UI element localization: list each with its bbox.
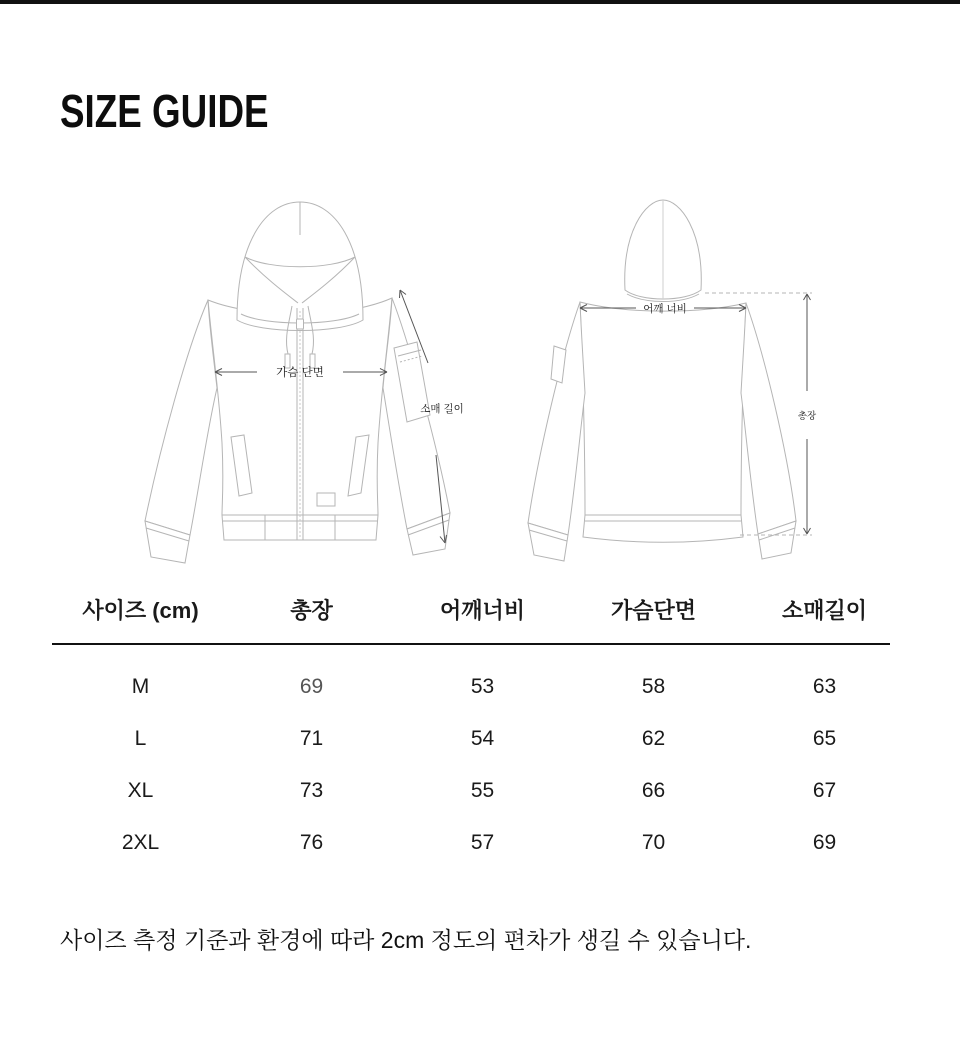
- size-label: L: [134, 727, 147, 750]
- col-header-shoulder: 어깨너비: [439, 598, 525, 623]
- value-cell: 62: [641, 727, 666, 750]
- value-cell: 71: [299, 727, 324, 750]
- table-header-divider: [52, 643, 890, 645]
- size-label: 2XL: [121, 831, 160, 854]
- length-measure-label: 총장: [797, 411, 817, 422]
- table-row-l: [55, 713, 910, 765]
- col-header-chest: 가슴단면: [610, 598, 696, 623]
- jacket-front-illustration: [105, 193, 495, 583]
- value-cell: 55: [470, 779, 495, 802]
- back-torso: [580, 302, 746, 515]
- value-cell: 73: [299, 779, 324, 802]
- value-cell: 54: [470, 727, 495, 750]
- front-hem-label-patch: [317, 493, 335, 506]
- value-cell: 57: [470, 831, 495, 854]
- value-cell: 76: [299, 831, 324, 854]
- back-right-sleeve: [741, 303, 796, 534]
- jacket-back-illustration: [500, 193, 840, 583]
- back-left-sleeve: [528, 302, 585, 535]
- value-cell: 70: [641, 831, 666, 854]
- size-table: [55, 595, 910, 854]
- table-row-xl: [55, 765, 910, 817]
- value-cell: 66: [641, 779, 666, 802]
- table-row-m: [55, 661, 910, 713]
- size-table-body: [55, 661, 910, 869]
- size-tolerance-note: 사이즈 측정 기준과 환경에 따라 2cm 정도의 편차가 생길 수 있습니다.: [60, 927, 752, 953]
- value-cell: 58: [641, 675, 666, 698]
- size-label: M: [131, 675, 150, 698]
- value-cell: 65: [812, 727, 837, 750]
- jacket-back-drawing: [500, 193, 840, 578]
- page-title: SIZE GUIDE: [60, 85, 269, 137]
- col-header-length: 총장: [290, 598, 333, 623]
- col-header-sleeve: 소매길이: [781, 598, 867, 623]
- shoulder-measure-label: 어깨 너비: [643, 303, 687, 315]
- col-header-size: 사이즈 (cm): [82, 598, 199, 623]
- top-border-bar: [0, 0, 960, 4]
- back-hem-band: [583, 515, 743, 542]
- value-cell: 69: [299, 675, 324, 698]
- value-cell: 53: [470, 675, 495, 698]
- table-row-2xl: [55, 817, 910, 869]
- size-table-header-row: [55, 595, 910, 627]
- jacket-front-drawing: [105, 193, 495, 578]
- value-cell: 63: [812, 675, 837, 698]
- size-label: XL: [127, 779, 154, 802]
- front-left-sleeve: [145, 300, 217, 535]
- value-cell: 69: [812, 831, 837, 854]
- chest-measure-label: 가슴 단면: [276, 367, 324, 379]
- sleeve-measure-label: 소매 길이: [420, 403, 464, 415]
- value-cell: 67: [812, 779, 837, 802]
